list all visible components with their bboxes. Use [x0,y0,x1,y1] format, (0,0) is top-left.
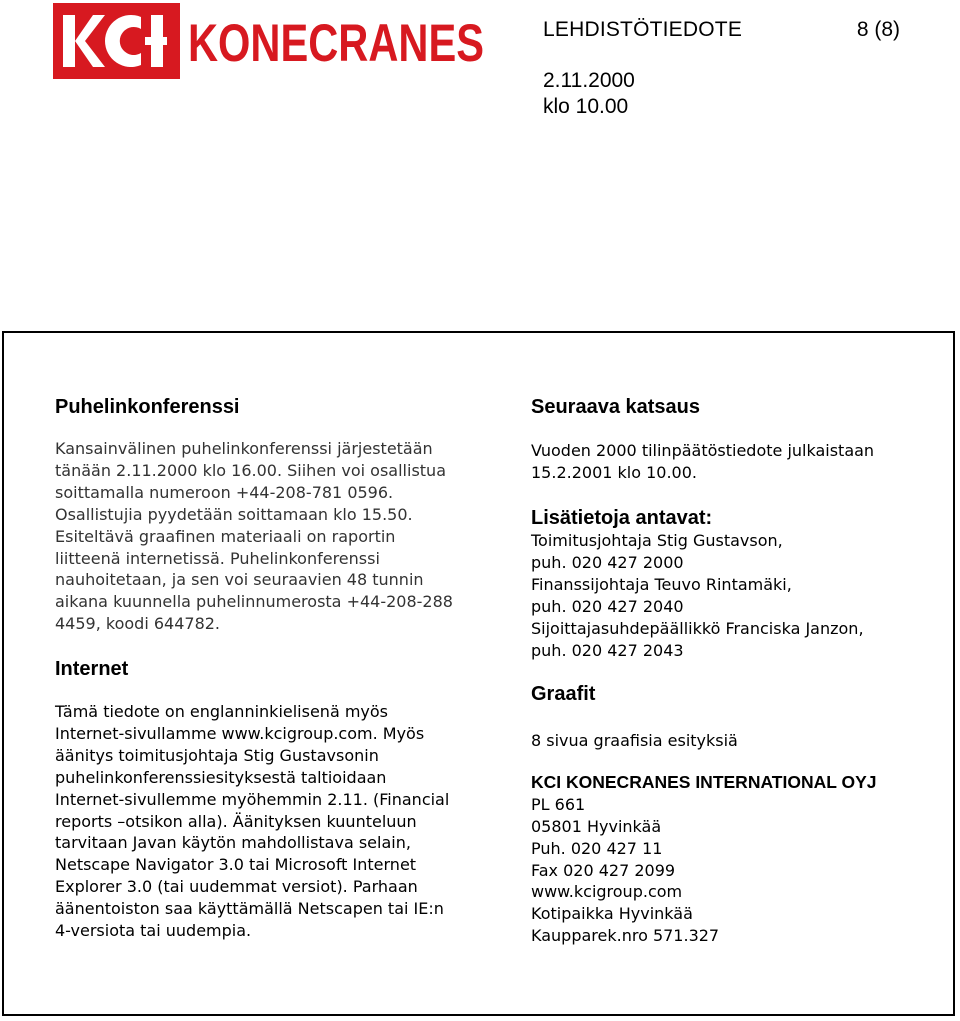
company-phone: Puh. 020 427 11 [531,839,663,858]
conference-text: Kansainvälinen puhelinkonferenssi järjestetään tänään 2.11.2000 klo 16.00. Siihen voi osallistua soittamalla numeroon +44-208-781 0596. Osallistujia pyydetään soittamaan klo 15.50. Esiteltävä graafinen materiaali on raportin liitteenä internetissä. Puhelinkonferenssi nauhoitetaan, ja sen voi seuraavien 48 tunnin aikana kuunnella puhelinnumerosta +44-208-288 4459, koodi 644782. [55,439,453,634]
info-box [2,331,955,1016]
release-time: klo 10.00 [543,95,629,118]
internet-heading: Internet [55,658,129,680]
company-website-link[interactable]: www.kcigroup.com [531,882,683,901]
page-number: 8 (8) [856,18,900,41]
graphs-text: 8 sivua graafisia esityksiä [531,731,738,750]
company-name: KCI KONECRANES INTERNATIONAL OYJ [531,772,877,792]
company-trade-register: Kaupparek.nro 571.327 [531,926,720,945]
kci-logo-mark [53,3,180,79]
konecranes-wordmark [188,3,488,79]
next-report-heading: Seuraava katsaus [531,396,701,418]
document-type: LEHDISTÖTIEDOTE [543,18,743,41]
conference-heading: Puhelinkonferenssi [55,396,240,418]
internet-text: Tämä tiedote on englanninkielisenä myös Internet-sivullamme www.kcigroup.com. Myös äänitys toimitusjohtaja Stig Gustavsonin puhelinkonferenssiesityksestä taltioidaan Internet-sivullemme myöhemmin 2.11. (Financial reports –otsikon alla). Äänityksen kuunteluun tarvitaan Javan käytön mahdollistava selain, Netscape Navigator 3.0 tai Microsoft Internet Explorer 3.0 (tai uudemmat versiot). Parhaan äänentoiston saa käyttämällä Netscapen tai IE:n 4-versiota tai uudempia. [55,702,450,941]
graphs-heading: Graafit [531,683,596,705]
release-date: 2.11.2000 [543,69,635,92]
company-po-box: PL 661 [531,795,586,814]
company-domicile: Kotipaikka Hyvinkää [531,904,693,923]
company-logo [53,3,488,79]
contacts-text: Toimitusjohtaja Stig Gustavson, puh. 020 427 2000 Finanssijohtaja Teuvo Rintamäki, puh. 020 427 2040 Sijoittajasuhdepäällikkö Franciska Janzon, puh. 020 427 2043 [531,531,864,660]
company-postal-address: 05801 Hyvinkää [531,817,662,836]
next-report-text: Vuoden 2000 tilinpäätöstiedote julkaistaan 15.2.2001 klo 10.00. [531,441,875,482]
svg-text:KONECRANES: KONECRANES [188,14,484,73]
company-fax: Fax 020 427 2099 [531,861,676,880]
contacts-heading: Lisätietoja antavat: [531,507,713,529]
